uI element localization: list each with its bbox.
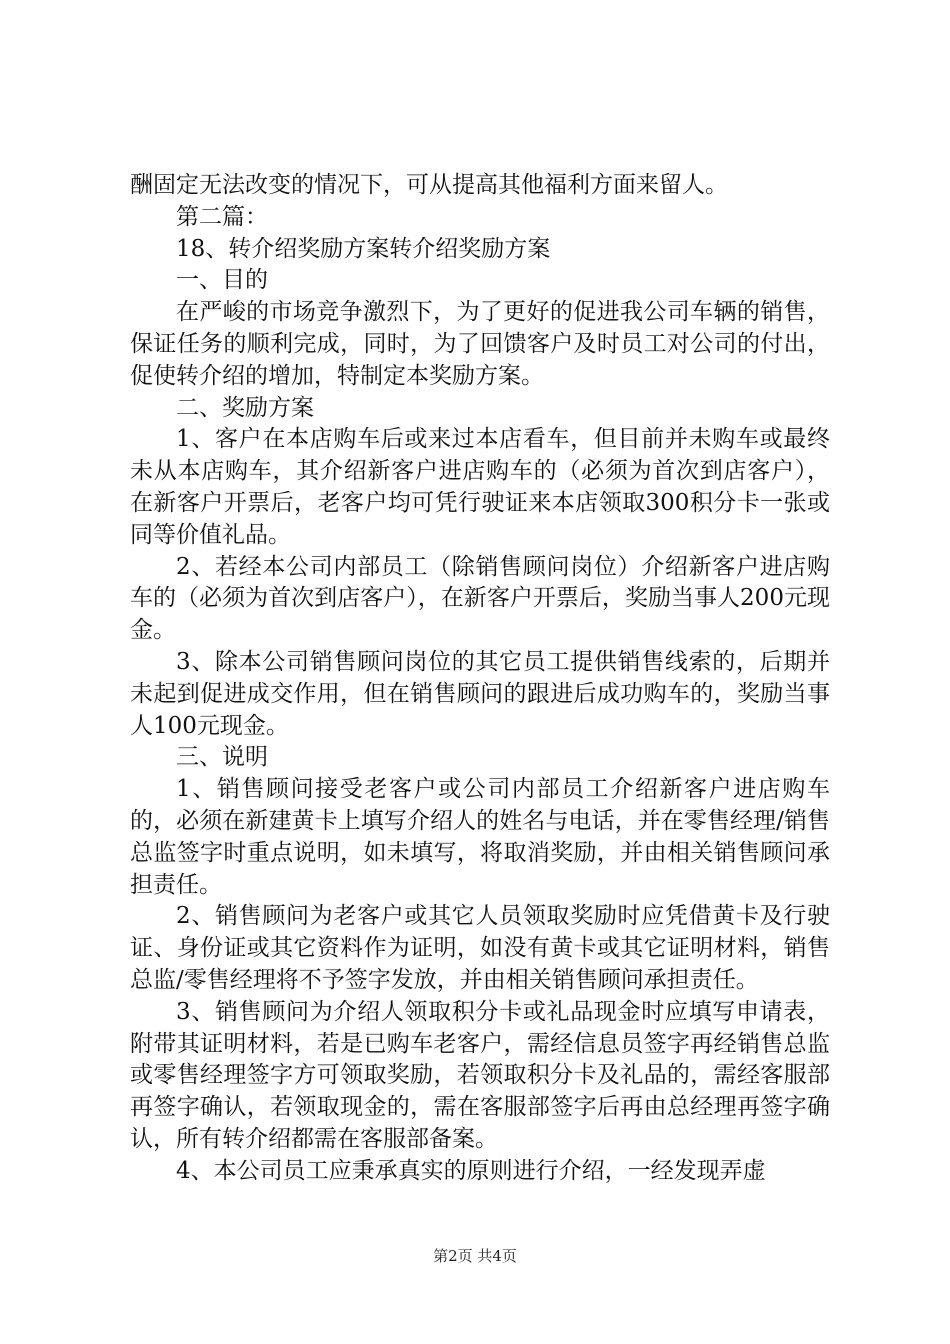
paragraph: 18、转介绍奖励方案转介绍奖励方案: [176, 235, 551, 262]
document-body: [130, 170, 830, 1188]
paragraph: 1、销售顾问接受老客户或公司内部员工介绍新客户进店购车的，必须在新建黄卡上填写介绍人的姓名与电话，并在零售经理/销售总监签字时重点说明，如未填写，将取消奖励，并由相关销售顾问承担责任。: [130, 776, 830, 898]
paragraph: 第二篇：: [176, 203, 268, 230]
paragraph: 酬固定无法改变的情况下，可从提高其他福利方面来留人。: [130, 172, 728, 198]
paragraph: 4、本公司员工应秉承真实的原则进行介绍，一经发现弄虚: [176, 1157, 766, 1184]
paragraph: 3、销售顾问为介绍人领取积分卡或礼品现金时应填写申请表，附带其证明材料，若是已购车老客户，需经信息员签字再经销售总监或零售经理签字方可领取奖励，若领取积分卡及礼品的，需经客服部再签字确认，若领取现金的，需在客服部签字后再由总经理再签字确认，所有转介绍都需在客服部备案。: [130, 998, 830, 1152]
paragraph: 2、销售顾问为老客户或其它人员领取奖励时应凭借黄卡及行驶证、身份证或其它资料作为证明，如没有黄卡或其它证明材料，销售总监/零售经理将不予签字发放，并由相关销售顾问承担责任。: [130, 903, 830, 993]
paragraph: 2、若经本公司内部员工（除销售顾问岗位）介绍新客户进店购车的（必须为首次到店客户），在新客户开票后，奖励当事人200元现金。: [130, 553, 830, 644]
paragraph: 二、奖励方案: [176, 394, 314, 421]
paragraph: 一、目的: [176, 267, 268, 294]
paragraph: 在严峻的市场竞争激烈下，为了更好的促进我公司车辆的销售，保证任务的顺利完成，同时，为了回馈客户及时员工对公司的付出，促使转介绍的增加，特制定本奖励方案。: [130, 299, 830, 389]
paragraph: 三、说明: [176, 744, 268, 771]
page-footer: 第2页 共4页: [433, 1247, 517, 1265]
paragraph: 1、客户在本店购车后或来过本店看车，但目前并未购车或最终未从本店购车，其介绍新客户进店购车的（必须为首次到店客户），在新客户开票后，老客户均可凭行驶证来本店领取300积分卡一张或同等价值礼品。: [130, 426, 830, 548]
paragraph: 3、除本公司销售顾问岗位的其它员工提供销售线索的，后期并未起到促进成交作用，但在销售顾问的跟进后成功购车的，奖励当事人100元现金。: [130, 648, 830, 739]
